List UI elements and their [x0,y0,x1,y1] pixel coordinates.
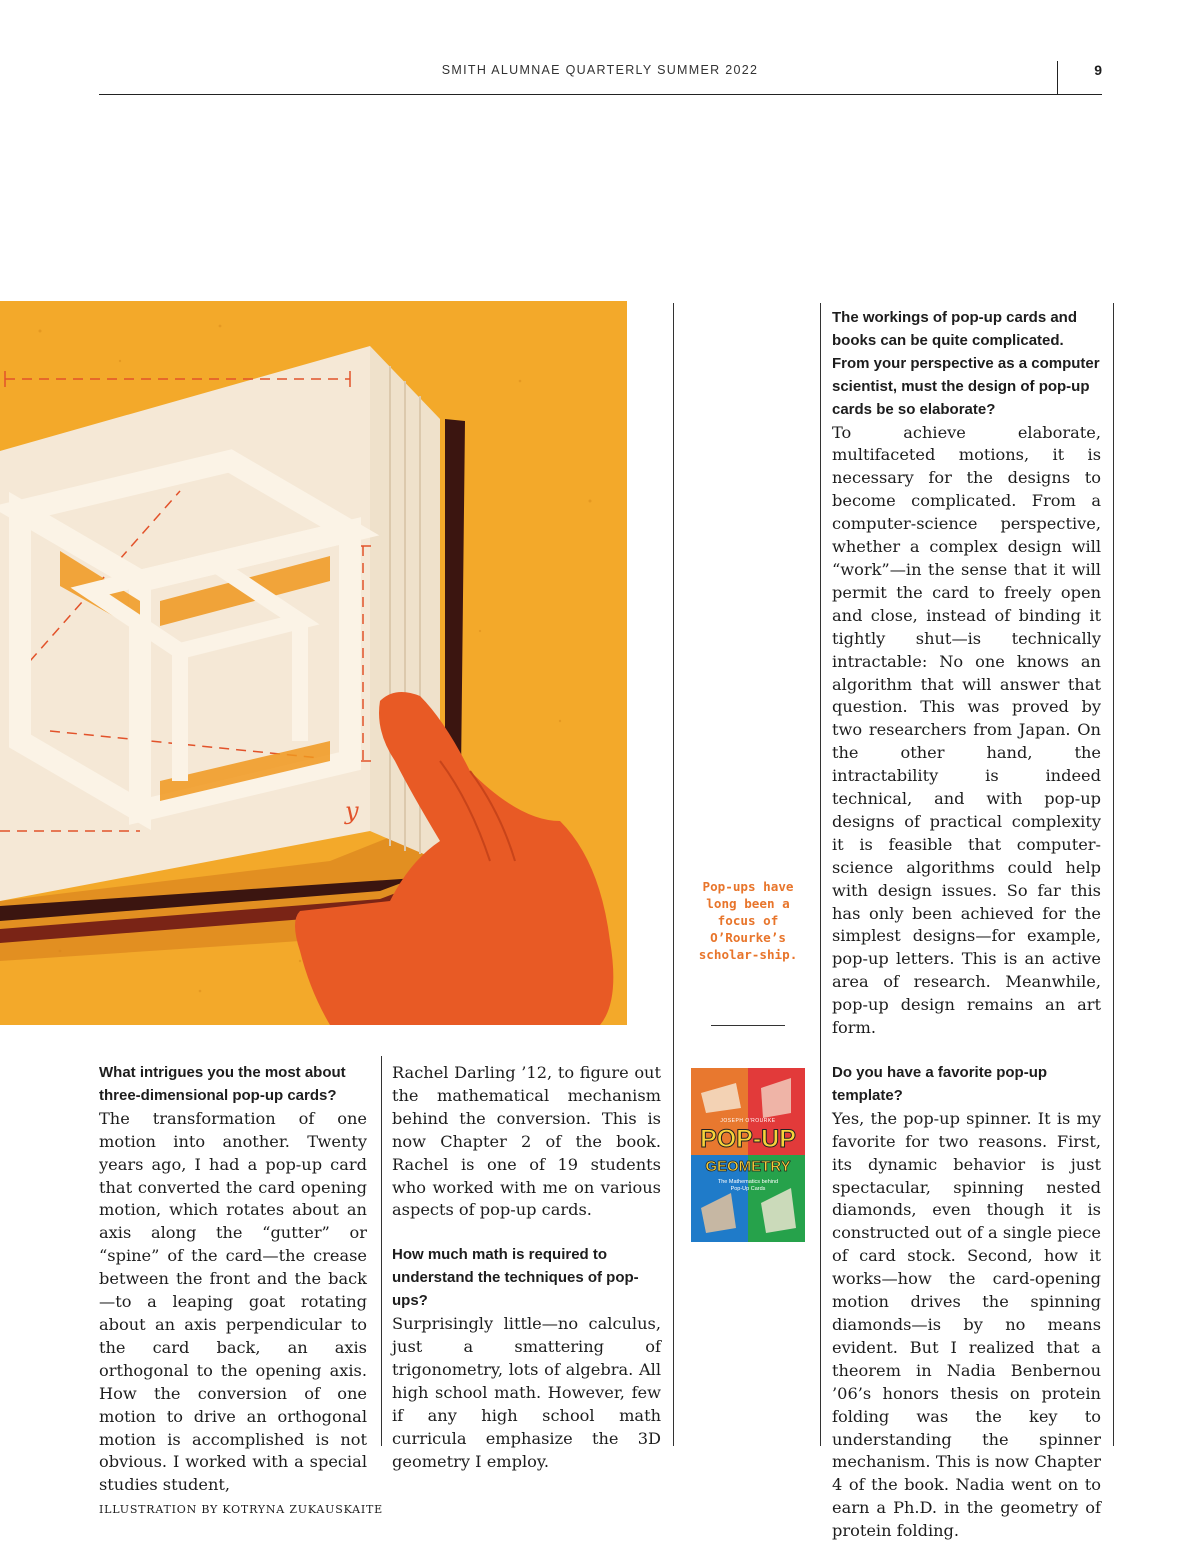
page-number: 9 [1094,62,1102,78]
answer-math: Surprisingly little—no calculus, just a smattering of trigonometry, lots of algebra. All high school math. However, few if any high school math curricula emphasize the 3D geometry I employ. [392,1314,661,1471]
book-cover-pop-up-geometry [691,1068,805,1242]
popup-cube-illustration [0,301,627,1025]
book-author: JOSEPH O'ROURKE [720,1118,776,1124]
right-column [832,307,1101,1543]
header-rule [99,94,1102,95]
header-divider [1057,61,1058,95]
axis-label-y: y [345,797,359,825]
answer-elaborate: To achieve elaborate, multifaceted motions, it is necessary for the designs to become complicated. From a computer-science perspective, whether a complex design will “work”—in the sense that it will permit the card to freely open and close, instead of binding it tightly shut—is technically intractable: No one knows an algorithm that will answer that question. This was proved by two researchers from Japan. On the other hand, the intractability is indeed technical, and with pop-up designs of practical complexity it is feasible that computer-science algorithms could help with design issues. So far this has only been achieved for the simplest designs—for example, pop-up letters. This is an active area of research. Meanwhile, pop-up design remains an art form. [832,422,1101,1038]
pull-quote: Pop-ups have long been a focus of O’Rourke’s scholar-ship. [698,879,798,962]
running-header: SMITH ALUMNAE QUARTERLY SUMMER 2022 [441,63,759,77]
answer-favorite-template: Yes, the pop-up spinner. It is my favorite for two reasons. First, its dynamic behavior is just spectacular, spinning nested diamonds, even though it is constructed out of a single piece of card stock. Second, how it works—how the card-opening motion drives the spinning diamonds—is by no means evident. But I realized that a theorem in Nadia Benbernou ’06’s honors thesis on protein folding was the key to understanding the spinner mechanism. This is now Chapter 4 of the book. Nadia went on to earn a Ph.D. in the geometry of protein folding. [832,1108,1101,1541]
book-subtitle: The Mathematics behind Pop-Up Cards [717,1179,779,1192]
answer-intrigues: The transformation of one motion into another. Twenty years ago, I had a pop-up card that converted the card opening motion, which rotates about an axis along the “gutter” or “spine” of the card—the crease between the front and the back—to a leaping goat rotating about an axis perpendicular to the card back, an axis orthogonal to the opening axis. How the conversion of one motion to drive an orthogonal motion is accomplished is not obvious. I worked with a special studies student, [99,1108,367,1495]
pull-quote-rule [711,1025,785,1026]
question-intrigues: What intrigues you the most about three-dimensional pop-up cards? [99,1064,346,1104]
column-rule [1113,303,1114,1446]
illustration-credit: ILLUSTRATION BY KOTRYNA ZUKAUSKAITE [99,1503,384,1516]
question-elaborate: The workings of pop-up cards and books can be quite complicated. From your perspective as a computer scientist, must the design of pop-up cards be so elaborate? [832,309,1100,418]
question-math: How much math is required to understand the techniques of pop-ups? [392,1246,639,1310]
left-column [99,1062,367,1497]
middle-column [392,1062,661,1473]
column-rule [673,303,674,1446]
book-title-line2: GEOMETRY [705,1158,791,1175]
question-favorite-template: Do you have a favorite pop-up template? [832,1064,1048,1104]
column-rule [820,303,821,1446]
book-title-line1: POP-UP [700,1125,796,1153]
answer-intrigues-continued: Rachel Darling ’12, to figure out the mathematical mechanism behind the conversion. This is now Chapter 2 of the book. Rachel is one of 19 students who worked with me on various aspects of pop-up cards. [392,1063,661,1220]
column-rule [381,1056,382,1446]
